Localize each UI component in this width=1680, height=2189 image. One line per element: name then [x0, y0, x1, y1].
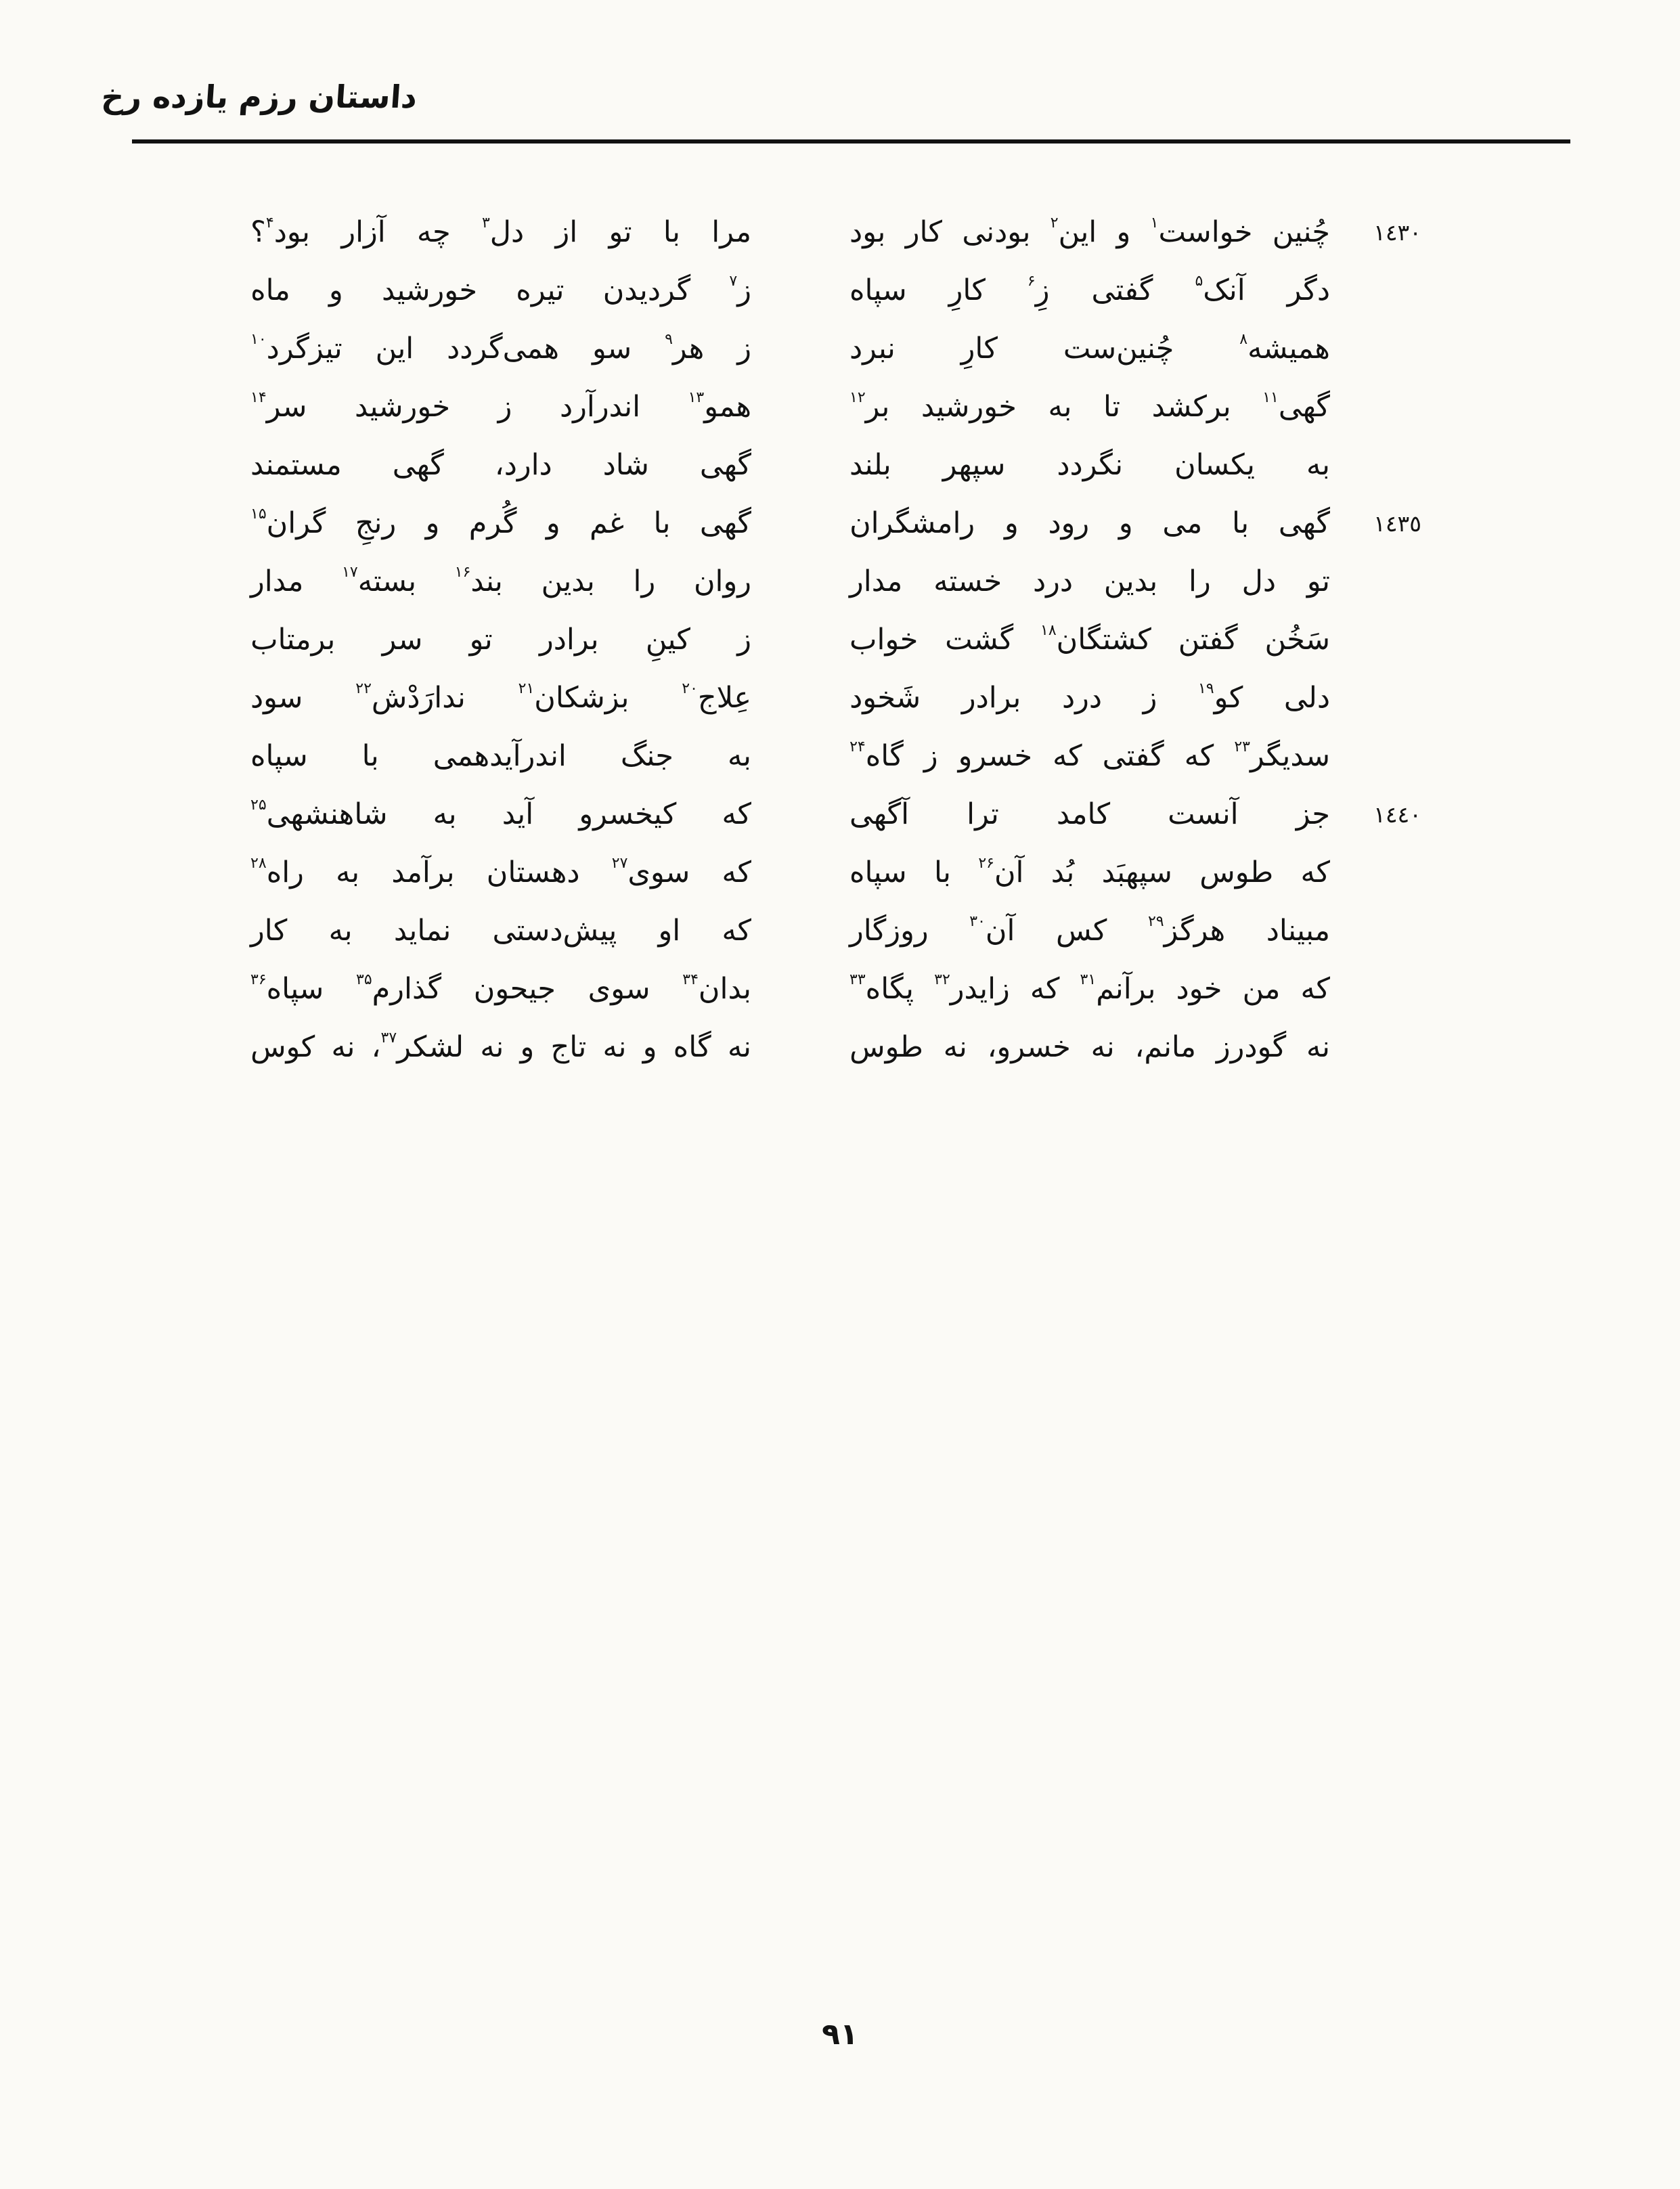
apparatus-line [203, 1584, 1657, 1627]
verse-word: تو [469, 623, 493, 657]
hemistich-second [250, 448, 751, 482]
verse-row [0, 669, 1680, 727]
verse-word: به [336, 856, 360, 889]
verse-row [0, 436, 1680, 494]
verse-word: شَخود [849, 681, 921, 715]
verse-word: ز$^۷$ [729, 272, 751, 307]
verse-word: روزگار [849, 914, 929, 948]
verse-word: و [1116, 215, 1131, 249]
verse-word: آید [502, 797, 534, 831]
hemistich-second [250, 797, 751, 831]
verse-word: بر$^{۱۲}$ [849, 389, 890, 424]
verse-row [0, 1018, 1680, 1076]
verse-row [0, 378, 1680, 436]
verse-word: گفتی [1091, 273, 1153, 307]
verse-word: کار [250, 914, 288, 948]
verse-word: ز [498, 390, 512, 424]
verse-word: مانم، [1134, 1030, 1197, 1064]
verse-word: می [1162, 506, 1203, 540]
apparatus-line [203, 1757, 1657, 1800]
verse-number: ١٤٤٠ [1373, 801, 1421, 828]
verse-word: درد [1033, 565, 1074, 598]
verse-word: تیزگرد$^{۱۰}$ [250, 330, 342, 366]
hemistich-first [849, 506, 1330, 540]
apparatus-line [203, 1887, 1657, 1930]
verse-word: بلند [849, 448, 891, 482]
verse-word: آن$^{۳۰}$ [969, 912, 1015, 948]
verse-word: یکسان [1174, 448, 1255, 482]
verse-word: گذارم$^{۳۵}$ [356, 971, 442, 1006]
apparatus-line [203, 1974, 1657, 2017]
apparatus-line [203, 1497, 1657, 1541]
hemistich-first [849, 1030, 1330, 1064]
hemistich-first [849, 448, 1330, 482]
verse-word: به [727, 739, 751, 773]
hemistich-second [250, 390, 751, 424]
verse-word: با [663, 215, 680, 249]
verse-word: کس [1056, 914, 1107, 948]
verse-word: برآمد [391, 856, 455, 889]
apparatus-line [203, 1411, 1657, 1454]
hemistich-second [250, 856, 751, 889]
hemistich-first [849, 565, 1330, 598]
apparatus-line [203, 1324, 1657, 1367]
verse-word: گهی [699, 448, 751, 482]
verse-word: کار [905, 215, 943, 249]
verse-word: بدین [541, 565, 595, 598]
verse-word: نبرد [849, 332, 896, 366]
verse-word: ز [923, 739, 938, 773]
verse-word: جز [1296, 797, 1330, 831]
apparatus-line [203, 1930, 1657, 1974]
verse-word: را [633, 565, 656, 598]
verse-word: با [933, 856, 952, 889]
verse-word: تو [609, 215, 632, 249]
verse-word: گاه$^{۲۴}$ [849, 738, 904, 773]
apparatus-line [203, 1237, 1657, 1281]
verse-word: برکشد [1151, 390, 1231, 424]
apparatus-line [203, 1281, 1657, 1324]
verse-word: دگر [1287, 273, 1330, 307]
verse-word: روان [693, 565, 751, 598]
verse-word: و [1004, 506, 1019, 540]
verse-word: مرا [711, 215, 751, 249]
hemistich-second [250, 506, 751, 540]
hemistich-first [849, 681, 1330, 715]
hemistich-first [849, 797, 1330, 831]
verse-word: نه [1090, 1030, 1115, 1064]
verse-word: با [653, 506, 671, 540]
verse-word: تاج [550, 1030, 587, 1064]
verse-word: برادر [961, 681, 1021, 715]
verse-word: ندارَدْش$^{۲۲}$ [355, 680, 466, 715]
hemistich-second [250, 623, 751, 657]
apparatus-line [203, 1844, 1657, 1887]
verse-word: سو [592, 332, 632, 366]
verse-word: به [1048, 390, 1072, 424]
verse-word: رنجِ [355, 506, 397, 540]
verse-word: سود [250, 681, 303, 715]
verse-word: برمتاب [250, 623, 336, 657]
verse-word: نگردد [1057, 448, 1124, 482]
verse-word: تو [1306, 565, 1330, 598]
verse-word: نه [480, 1030, 504, 1064]
verse-word: نه [602, 1030, 627, 1064]
verse-word: اندرآرد [559, 390, 641, 424]
hemistich-second [250, 914, 751, 948]
verse-word: نه [1306, 1030, 1330, 1064]
verse-word: مدار [250, 565, 304, 598]
verse-word: کوس [250, 1030, 315, 1064]
verse-word: این$^۲$ [1050, 214, 1097, 249]
verse-word: از [555, 215, 578, 249]
verse-word: دارد، [494, 448, 552, 482]
verse-word: غم [589, 506, 625, 540]
verse-word: جنگ [620, 739, 673, 773]
verse-word: سپاه$^{۳۶}$ [250, 971, 324, 1006]
hemistich-second [250, 273, 751, 307]
verse-word: را [1189, 565, 1211, 598]
verse-word: و [1118, 506, 1133, 540]
verse-word: آزار [341, 215, 386, 249]
verse-word: پگاه$^{۳۳}$ [849, 971, 914, 1006]
apparatus-line [203, 1714, 1657, 1757]
verse-row [0, 727, 1680, 785]
verse-word: خورشید [921, 390, 1017, 424]
verse-word: سوی [588, 972, 650, 1006]
verse-word: ز [737, 623, 751, 657]
apparatus-line [203, 1151, 1657, 1194]
running-title: داستان رزم یازده رخ [100, 79, 418, 115]
verse-word: که [722, 914, 751, 948]
verse-word: بود [849, 215, 886, 249]
verse-word: کینِ [645, 623, 690, 657]
verse-word: مستمند [250, 448, 342, 482]
verse-word: گران$^{۱۵}$ [250, 505, 326, 540]
apparatus-line [203, 1454, 1657, 1497]
hemistich-second [250, 332, 751, 366]
verse-word: نه [727, 1030, 751, 1064]
verse-word: چُنین [1272, 215, 1330, 249]
verse-word: گودرز [1216, 1030, 1287, 1064]
verse-word: طوس [849, 1030, 924, 1064]
verse-word: نه [331, 1030, 355, 1064]
verse-word: آنک$^۵$ [1195, 272, 1245, 307]
hemistich-second [250, 215, 751, 249]
verse-word: زایدر$^{۳۲}$ [934, 971, 1010, 1006]
verse-word: ز [737, 332, 751, 366]
verse-word: که [722, 797, 751, 831]
verse-word: و [642, 1030, 657, 1064]
verse-number: ١٤٣٠ [1373, 219, 1421, 246]
verse-word: به [433, 797, 457, 831]
verse-word: خواست$^۱$ [1150, 214, 1253, 249]
verse-word: خسته [933, 565, 1002, 598]
verse-word: با [1232, 506, 1250, 540]
verse-word: کارِ [948, 273, 986, 307]
hemistich-first [849, 332, 1330, 366]
verse-word: گفتی [1102, 739, 1164, 773]
hemistich-first [849, 623, 1330, 657]
verse-word: با [361, 739, 379, 773]
verse-row [0, 203, 1680, 261]
verse-word: رود [1048, 506, 1090, 540]
verse-word: نماید [393, 914, 451, 948]
hemistich-second [250, 1030, 751, 1064]
verse-word: سپاه [849, 273, 907, 307]
verse-word: که [1030, 972, 1060, 1006]
verse-word: مبیناد [1266, 914, 1330, 948]
verse-word: گفتن [1178, 623, 1238, 657]
verse-word: بند$^{۱۶}$ [454, 563, 503, 598]
verse-row [0, 552, 1680, 611]
verse-word: سپاه [849, 856, 907, 889]
verse-word: گهی$^{۱۱}$ [1262, 389, 1330, 424]
verse-word: و [328, 273, 343, 307]
verse-word: گُرم [468, 506, 517, 540]
verse-word: جیحون [473, 972, 556, 1006]
verse-word: خورشید [354, 390, 451, 424]
verse-row [0, 785, 1680, 843]
verse-word: سپهبَد [1101, 856, 1172, 889]
apparatus-line [203, 1800, 1657, 1844]
verse-word: ز [1143, 681, 1157, 715]
verse-word: گهی [392, 448, 444, 482]
verse-word: سَخُن [1264, 623, 1330, 657]
verse-word: چُنین‌ست [1063, 332, 1174, 366]
hemistich-first [849, 914, 1330, 948]
verse-row [0, 261, 1680, 319]
verse-word: شاهنشهی$^{۲۵}$ [250, 796, 388, 831]
verse-word: به [328, 914, 353, 948]
apparatus-line [203, 1627, 1657, 1671]
verse-word: پیش‌دستی [492, 914, 617, 948]
hemistich-second [250, 681, 751, 715]
verse-row [0, 843, 1680, 902]
verse-word: که [722, 856, 751, 889]
verse-row [0, 902, 1680, 960]
page-number: ۹۱ [822, 2017, 858, 2052]
verse-word: بودنی [962, 215, 1031, 249]
verse-word: هرگز$^{۲۹}$ [1147, 912, 1226, 948]
verse-word: اندرآیدهمی [433, 739, 567, 773]
verse-word: خورشید [381, 273, 478, 307]
verse-word: عِلاج$^{۲۰}$ [682, 680, 751, 715]
verse-block [0, 203, 1680, 1076]
hemistich-second [250, 565, 751, 598]
hemistich-first [849, 739, 1330, 773]
verse-word: گهی [699, 506, 751, 540]
verse-word: تیره [516, 273, 565, 307]
verse-word: بود$^۴$؟ [250, 214, 311, 249]
critical-apparatus [203, 1151, 1657, 2017]
verse-word: طوس [1199, 856, 1274, 889]
verse-word: همی‌گردد [447, 332, 560, 366]
verse-word: ماه [250, 273, 290, 307]
verse-word: دهستان [486, 856, 580, 889]
verse-word: آگهی [849, 797, 910, 831]
verse-word: که [1300, 972, 1330, 1006]
verse-word: کیخسرو [579, 797, 677, 831]
verse-word: گردیدن [602, 273, 691, 307]
verse-word: بسته$^{۱۷}$ [342, 563, 417, 598]
verse-word: زِ$^۶$ [1027, 272, 1050, 307]
verse-word: که [1300, 856, 1330, 889]
verse-row [0, 960, 1680, 1018]
verse-word: سر [382, 623, 423, 657]
verse-word: خود [1176, 972, 1222, 1006]
verse-word: چه [417, 215, 451, 249]
verse-word: کامد [1056, 797, 1111, 831]
verse-word: راه$^{۲۸}$ [250, 854, 304, 889]
verse-word: به [1306, 448, 1330, 482]
verse-word: هر$^۹$ [665, 330, 705, 366]
verse-word: همو$^{۱۳}$ [688, 389, 751, 424]
verse-word: که [1184, 739, 1214, 773]
apparatus-line [203, 1367, 1657, 1411]
verse-word: شاد [602, 448, 649, 482]
verse-word: و [520, 1030, 535, 1064]
verse-word: بدین [1103, 565, 1158, 598]
verse-word: سپهر [942, 448, 1006, 482]
verse-word: سدیگر$^{۲۳}$ [1234, 738, 1330, 773]
verse-word: آن$^{۲۶}$ [978, 854, 1024, 889]
hemistich-second [250, 972, 751, 1006]
verse-word: درد [1061, 681, 1103, 715]
apparatus-line [203, 1671, 1657, 1714]
hemistich-first [849, 856, 1330, 889]
verse-word: مدار [849, 565, 903, 598]
verse-row [0, 611, 1680, 669]
apparatus-line [203, 1541, 1657, 1584]
verse-word: گشت [945, 623, 1014, 657]
header-rule [132, 139, 1570, 143]
verse-word: رامشگران [849, 506, 975, 540]
verse-word: که [1053, 739, 1082, 773]
hemistich-first [849, 273, 1330, 307]
hemistich-first [849, 972, 1330, 1006]
verse-word: بُد [1051, 856, 1075, 889]
verse-word: خسرو، [987, 1030, 1071, 1064]
verse-word: دل$^۳$ [481, 214, 525, 249]
verse-word: همیشه$^۸$ [1239, 330, 1330, 366]
apparatus-line [203, 1194, 1657, 1237]
verse-word: و [546, 506, 560, 540]
verse-word: آنست [1168, 797, 1239, 831]
verse-word: سپاه [250, 739, 308, 773]
verse-word: برادر [539, 623, 599, 657]
verse-word: این [375, 332, 414, 366]
verse-word: کشتگان$^{۱۸}$ [1040, 621, 1151, 657]
verse-word: گهی [1278, 506, 1330, 540]
verse-row [0, 494, 1680, 552]
verse-word: بزشکان$^{۲۱}$ [518, 680, 629, 715]
hemistich-second [250, 739, 751, 773]
verse-word: گاه [673, 1030, 711, 1064]
verse-word: او [658, 914, 681, 948]
verse-word: سوی$^{۲۷}$ [611, 854, 690, 889]
verse-number: ١٤٣٥ [1373, 510, 1421, 537]
verse-word: دل [1241, 565, 1276, 598]
verse-word: خسرو [958, 739, 1033, 773]
verse-word: سر$^{۱۴}$ [250, 389, 307, 424]
verse-word: ترا [967, 797, 999, 831]
verse-word: لشکر$^{۳۷}$، [371, 1029, 464, 1064]
verse-row [0, 319, 1680, 378]
hemistich-first [849, 390, 1330, 424]
verse-word: کارِ [960, 332, 998, 366]
hemistich-first [849, 215, 1330, 249]
verse-word: تا [1103, 390, 1121, 424]
verse-word: برآنم$^{۳۱}$ [1080, 971, 1156, 1006]
verse-word: خواب [849, 623, 919, 657]
verse-word: نه [943, 1030, 967, 1064]
verse-word: و [425, 506, 440, 540]
verse-word: دلی [1283, 681, 1330, 715]
verse-word: من [1242, 972, 1281, 1006]
verse-word: کو$^{۱۹}$ [1197, 680, 1243, 715]
verse-word: بدان$^{۳۴}$ [682, 971, 751, 1006]
